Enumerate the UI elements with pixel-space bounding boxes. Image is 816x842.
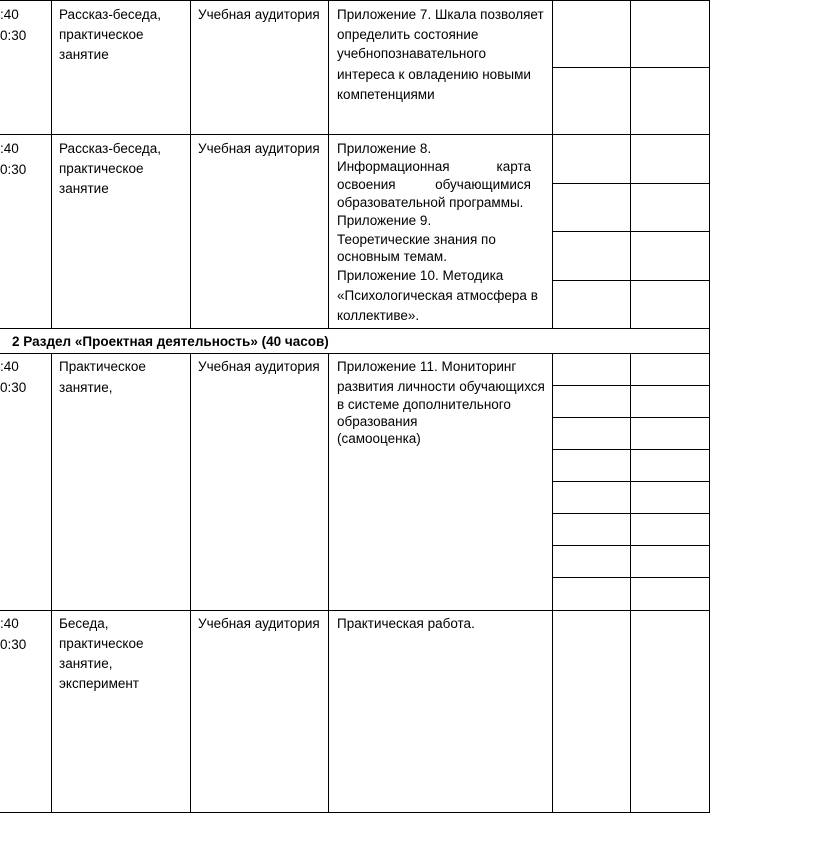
col-border: [630, 353, 631, 813]
col-border: [709, 0, 710, 813]
control-cell: развития личности обучающихся: [337, 379, 545, 394]
subrow-line: [552, 183, 710, 184]
control-cell: компетенциями: [337, 87, 435, 102]
control-cell: в системе дополнительного: [337, 397, 511, 412]
time-cell: :40: [0, 359, 19, 374]
form-cell: Рассказ-беседа,: [59, 141, 161, 156]
form-cell: Практическое: [59, 359, 146, 374]
form-cell: практическое: [59, 161, 144, 176]
form-cell: Беседа,: [59, 616, 109, 631]
control-cell: Приложение 9.: [337, 213, 432, 228]
control-cell: образовательной программы.: [337, 195, 524, 210]
control-cell: «Психологическая атмосфера в: [337, 288, 538, 303]
subrow-line: [552, 577, 710, 578]
control-cell: учебнопознавательного: [337, 46, 486, 61]
form-cell: занятие: [59, 181, 109, 196]
control-cell: образования: [337, 414, 418, 429]
time-cell: 0:30: [0, 637, 27, 652]
subrow-line: [552, 417, 710, 418]
time-cell: :40: [0, 141, 19, 156]
row-border: [0, 134, 710, 135]
control-cell: Приложение 10. Методика: [337, 268, 504, 283]
control-cell: освоения обучающимися: [337, 177, 531, 192]
col-border: [190, 353, 191, 813]
control-cell: Приложение 11. Мониторинг: [337, 359, 517, 374]
form-cell: практическое: [59, 636, 144, 651]
form-cell: занятие: [59, 47, 109, 62]
subrow-line: [552, 67, 710, 68]
control-cell: Теоретические знания по: [337, 232, 496, 247]
subrow-line: [552, 280, 710, 281]
control-cell: (самооценка): [337, 431, 421, 446]
subrow-line: [552, 513, 710, 514]
row-border: [0, 353, 710, 354]
col-border: [552, 353, 553, 813]
subrow-line: [552, 545, 710, 546]
control-cell: основным темам.: [337, 249, 447, 264]
form-cell: Рассказ-беседа,: [59, 7, 161, 22]
subrow-line: [552, 481, 710, 482]
control-cell: коллективе».: [337, 308, 420, 323]
control-cell: Приложение 8.: [337, 141, 432, 156]
place-cell: Учебная аудитория: [198, 141, 320, 156]
place-cell: Учебная аудитория: [198, 7, 320, 22]
row-border: [0, 0, 710, 1]
form-cell: занятие,: [59, 380, 113, 395]
row-border: [0, 610, 710, 611]
time-cell: 0:30: [0, 162, 27, 177]
control-cell: Приложение 7. Шкала позволяет: [337, 7, 544, 22]
col-border: [328, 0, 329, 329]
form-cell: эксперимент: [59, 676, 139, 691]
form-cell: практическое: [59, 27, 144, 42]
col-border: [328, 353, 329, 813]
time-cell: :40: [0, 616, 19, 631]
time-cell: 0:30: [0, 380, 27, 395]
control-cell: Информационная карта: [337, 159, 531, 174]
place-cell: Учебная аудитория: [198, 616, 320, 631]
form-cell: занятие,: [59, 656, 113, 671]
section-title: 2 Раздел «Проектная деятельность» (40 часов): [12, 334, 329, 349]
col-border: [190, 0, 191, 329]
time-cell: :40: [0, 7, 19, 22]
subrow-line: [552, 449, 710, 450]
subrow-line: [552, 385, 710, 386]
subrow-line: [552, 231, 710, 232]
control-cell: интереса к овладению новыми: [337, 67, 531, 82]
control-cell: Практическая работа.: [337, 616, 475, 631]
control-cell: определить состояние: [337, 27, 479, 42]
time-cell: 0:30: [0, 28, 27, 43]
row-border: [0, 812, 710, 813]
col-border: [51, 0, 52, 329]
col-border: [51, 353, 52, 813]
place-cell: Учебная аудитория: [198, 359, 320, 374]
row-border: [0, 328, 710, 329]
